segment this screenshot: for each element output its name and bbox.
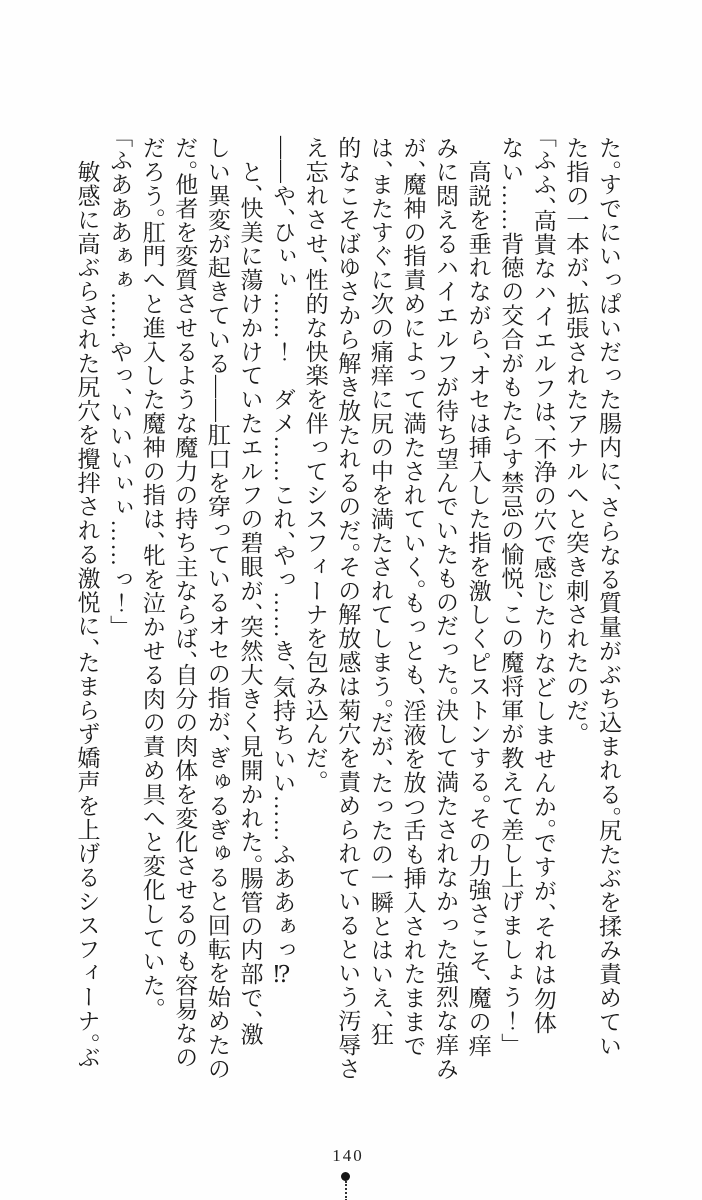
text-column: ――や、ひぃぃ……！ ダメ……これ、やっ……き、気持ちいい……ふああぁっ⁉ bbox=[270, 136, 296, 989]
center-mark-string bbox=[345, 1181, 347, 1200]
text-column: が、魔神の指責めによって満たされていく。もっとも、淫液を放つ舌も挿入されたままで bbox=[400, 136, 426, 1058]
text-column: ない……背徳の交合がもたらす禁忌の愉悦、この魔将軍が教えて差し上げましょう！」 bbox=[498, 136, 524, 1046]
text-column: 「ふふ、高貴なハイエルフは、不浄の穴で感じたりなどしませんか。ですが、それは勿体 bbox=[530, 136, 556, 1035]
text-column: え忘れさせ、性的な快楽を伴ってシスフィーナを包み込んだ。 bbox=[302, 136, 328, 783]
text-column: だろう。肛門へと進入した魔神の指は、牝を泣かせる肉の責め具へと変化していた。 bbox=[139, 136, 165, 1010]
text-column: 高説を垂れながら、オセは挿入した指を激しくピストンする。その力強さこそ、魔の痒 bbox=[465, 136, 491, 1058]
page-number: 140 bbox=[332, 1146, 364, 1165]
text-column: と、快美に蕩けかけていたエルフの碧眼が、突然大きく見開かれた。腸管の内部で、激 bbox=[237, 136, 263, 1046]
text-column: 敏感に高ぶらされた尻穴を攪拌される激悦に、たまらず嬌声を上げるシスフィーナ。ぶ bbox=[74, 136, 100, 1069]
text-column: は、またすぐに次の痛痒に尻の中を満たされてしまう。だが、たったの一瞬とはいえ、狂 bbox=[367, 136, 393, 1046]
text-column: みに悶えるハイエルフが待ち望んでいたものだった。決して満たされなかった強烈な痒み bbox=[433, 136, 459, 1081]
text-column: た。すでにいっぱいだった腸内に、さらなる質量がぶち込まれる。尻たぶを揉み責めてい bbox=[596, 136, 621, 1058]
text-column: だ。他者を変質させるような魔力の持ち主ならば、自分の肉体を変化させるのも容易なの bbox=[172, 136, 198, 1069]
text-column: しい異変が起きている――肛口を穿っているオセの指が、ぎゅるぎゅると回転を始めたの bbox=[204, 136, 230, 1081]
center-mark-dot-icon bbox=[341, 1172, 350, 1181]
text-column: 「ふあああぁぁ……やっ、いいいぃぃ……っ！」 bbox=[107, 136, 133, 628]
text-column: 的なこそばゆさから解き放たれるのだ。その解放感は菊穴を責められているという汚辱さ bbox=[335, 136, 361, 1081]
vertical-text-block bbox=[70, 136, 624, 1098]
center-mark bbox=[341, 1172, 351, 1200]
text-column: た指の一本が、拡張されたアナルへと突き刺されたのだ。 bbox=[563, 136, 589, 735]
